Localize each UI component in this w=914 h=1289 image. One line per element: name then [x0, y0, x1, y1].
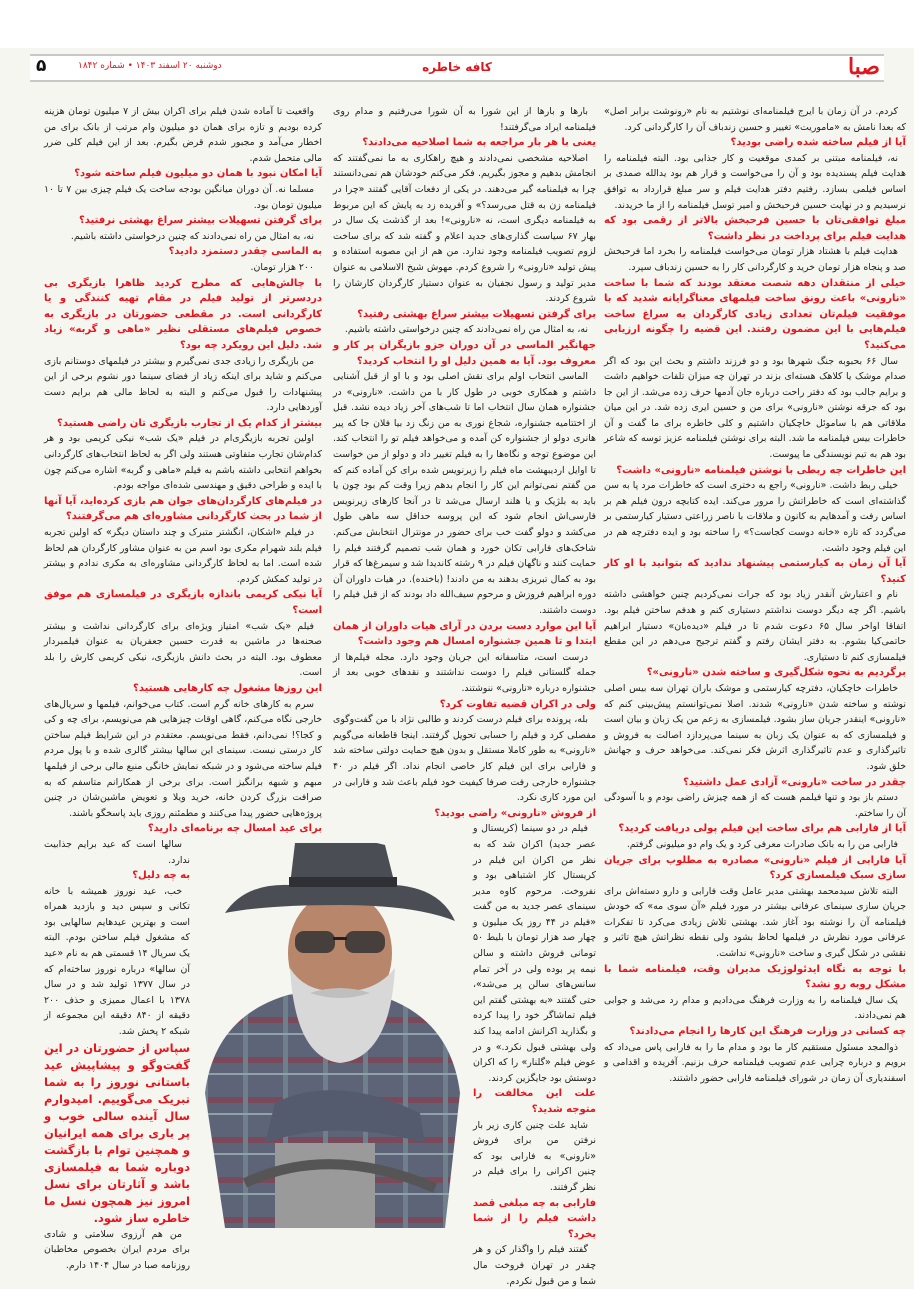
interview-question: این خاطرات چه ربطی با نوشتن فیلمنامه «نارونی» داشت؟ — [616, 464, 906, 476]
answer-paragraph: سال ۶۶ بحبوبه جنگ شهرها بود و دو فرزند داشتم و بحث این بود که اگر صدام موشک یا کلاهک هسته‌ای بزند در تهران چه میزان تلفات خواهیم داشت و برایم جالب بود که دفتر راحت درباره جان آدمها حرف زده می‌شد. از این جا بود که جرقه نوشتن «نارونی» برای من و حسین ایری زده شد. در این میان ملاقاتی هم با ساموئل خاچکیان داشتیم و کلی خاطره برای ما گفت و آن خاطرات بیس فیلمنامه ما شد. البته برای نوشتن فیلمنامه عزیز توسه که شاعر بود هم به تیم نویسندگی ما پیوست. — [604, 355, 906, 461]
answer-paragraph: خاطرات خاچکیان، دفترچه کیارستمی و موشک باران تهران سه بیس اصلی نوشته و ساخته شدن «نارونی» شدند. اصلا نمی‌توانستم پیش‌بینی کنم که «نارونی» اینقدر جریان ساز بشود. فیلمسازی به زعم من یک زبان و بیان است و فیلمسازی که به عنوان یک زبان به سینما می‌پردازد اصالت به فروش و تاثیرگذاری و عدم تاثیرگذاری اثرش فکر نمی‌کند. می‌خواهد حرف و جهانش خلق شود. — [604, 682, 906, 772]
answer-paragraph: خیلی ربط داشت. «نارونی» راجع به دختری است که خاطرات مرد پا به سن گذاشته‌ای است که خاطراتش را مرور می‌کند. ایده کتابچه درون فیلم هم بر اساس رفت و آمدهایم به کانون و ملاقات با ناصر زراعتی دستیار کیارستمی بر می‌گردد که تازه «خانه دوست کجاست؟» را ساخته بود و ایده دفترچه هم در این فیلم وجود داشت. — [604, 480, 906, 554]
answer-paragraph: من بازیگری را زیادی جدی نمی‌گیرم و بیشتر در فیلمهای دوستانم بازی می‌کنم و شاید برای اینکه زیاد از فضای سینما دور نشوم برخی از این پیشنهادات را قبول می‌کنم و البته به لحاظ مالی هم برایم دست آوردهایی دارد. — [44, 355, 322, 414]
answer-paragraph: مسلما نه. آن دوران میانگین بودجه ساخت یک فیلم چیزی بین ۷ تا ۱۰ میلیون تومان بود. — [44, 183, 322, 211]
interview-question: برگردیم به نحوه شکل‌گیری و ساخته شدن «نارونی»؟ — [646, 667, 906, 679]
answer-paragraph: الماسی انتخاب اولم برای نقش اصلی بود و با او از قبل آشنایی داشتم و همکاری خوبی در طول کار با من داشت. «نارونی» در جشنواره همان سال انتخاب اما تا شب‌های آخر زیاد دیده نشد. قبل از اختتامیه جشنواره، شجاع نوری به من زنگ زد بیا فلان جا که پیر هانری دولو از جشنواره کن آمده و می‌خواهد فیلم تو را انتخاب کند. این موضوع توجه و نگاه‌ها را به فیلم تغییر داد و دولو از من خواست تا اوایل اردیبهشت ماه فیلم را زیرنویس شده برای کن آماده کنم که من گفتم نمی‌توانم این کار را انجام بدهم زیرا وقت کم بود چون یا باید به بلژیک و یا هلند ارسال می‌شد تا در آنجا کارهای زیرنویس فارسی‌اش انجام شود که این پروسه حداقل سه ماهی طول می‌کشد و دولو گفت خب برای حضور در مونترال انتخابش می‌کنم. شاخک‌های فارابی تکان خورد و همان شب تصمیم گرفتند فیلم را حمایت کنند و ناگهان فیلم در ۹ رشته کاندیدا شد و سیمرغ‌ها که قرار بود به کمال تبریزی بدهند به من دادند! (باخنده). در هیات داوران آن دوره ابراهیم فروزش و مرحوم سیف‌الله داد بودند که از قبل فیلم را دوست داشتند. — [333, 371, 596, 616]
page-top-margin — [0, 0, 914, 48]
answer-paragraph: فارابی من را به بانک صادرات معرفی کرد و یک وام دو میلیونی گرفتم. — [626, 838, 898, 850]
answer-paragraph: گفتند فیلم را واگذار کن و هر چقدر در تهران فروخت مال شما و من قبول نکردم. — [473, 1244, 596, 1287]
page-number: ۵ — [36, 56, 47, 76]
answer-paragraph: دستم باز بود و تنها فیلمم هست که از همه چیزش راضی بودم و با آسودگی آن را ساختم. — [604, 792, 906, 819]
interview-question: آیا آن زمان به کیارستمی پیشنهاد ندادید که بتوانید با او کار کنید؟ — [604, 558, 906, 585]
interview-question: مبلغ توافقی‌تان با حسین فرحبخش بالاتر از رقمی بود که هدایت فیلم برای پرداخت در نظر داشت؟ — [604, 215, 906, 242]
interview-question: آیا فارابی از فیلم «نارونی» مصادره به مطلوب برای جریان سازی سبک فیلمسازی کرد؟ — [604, 854, 906, 882]
column-right — [604, 104, 906, 1086]
interview-question: آیا امکان نبود با همان دو میلیون فیلم ساخته شود؟ — [74, 168, 322, 180]
answer-paragraph: من هم آرزوی سلامتی و شادی برای مردم ایران بخصوص مخاطبان روزنامه صبا در سال ۱۴۰۴ دارم. — [44, 1228, 190, 1271]
interview-question: سپاس از حضورتان در این گفت‌وگو و پیشاپیش عید باستانی نوروز را به شما تبریک می‌گوییم. امیدوارم سال آینده سالی خوب و پر باری برای همه ایرانیان و همچنین توام با بازگشت دوباره شما به فیلمسازی باشد و آثارتان برای نسل امروز نیز همچون نسل ما خاطره ساز شود. — [44, 1040, 190, 1225]
answer-paragraph: اولین تجربه بازیگری‌ام در فیلم «یک شب» نیکی کریمی بود و هر کدام‌شان تجارب متفاوتی هستند ولی اگر به لحاظ انتخاب‌های کارگردانی بخواهم انتخابی داشته باشم به فیلم «ماهی و گربه» اشاره می‌کنم چون با ایده و طراحی دقیق و مهندسی شده‌ای مواجه بودم. — [44, 433, 322, 492]
answer-paragraph: واقعیت تا آماده شدن فیلم برای اکران بیش از ۷ میلیون تومان هزینه کرده بودیم و تازه برای همان دو میلیون وام مرتب از بانک برای من اخطار می‌آمد و مجبور شدم قرض بگیرم. بعد از این فیلم کلی ضرر مالی متحمل شدم. — [44, 106, 322, 164]
answer-paragraph: نه، به امثال من راه نمی‌دادند که چنین درخواستی داشته باشیم. — [344, 324, 588, 336]
answer-paragraph: نه، به امثال من راه نمی‌دادند که چنین درخواستی داشته باشیم. — [70, 230, 314, 242]
answer-paragraph: ذوالمجد مسئول مستقیم کار ما بود و مدام ما را به فارابی پاس می‌داد که برویم و درباره چرایی عدم تصویب فیلمنامه حرف بزنیم. آفریده و اقدامی و اسفندیاری آن زمان در شورای فیلمنامه فارابی حضور داشتند. — [604, 1041, 906, 1084]
interview-question: این روزها مشغول چه کارهایی هستید؟ — [133, 682, 322, 694]
answer-paragraph: البته تلاش سیدمحمد بهشتی مدیر عامل وقت فارابی و دارو دسته‌اش برای جریان سازی سینمای عرفانی بیشتر در مورد فیلم «آن سوی مه» که خودش فیلمنامه آن را نوشته بود آغاز شد. بهشتی تلاش زیادی می‌کرد تا تفکرات عرفانی مورد نظرش در فیلمها لحاظ بشود ولی نقطه نظراتش هیچ تاثیر و نقشی در شکل گیری و ساخت «نارونی» نداشت. — [604, 885, 906, 960]
interview-question: برای گرفتن تسهیلات بیشتر سراغ بهشتی نرفتید؟ — [78, 215, 322, 227]
answer-paragraph: بارها و بارها از این شورا به آن شورا می‌رفتیم و مدام روی فیلمنامه ایراد می‌گرفتند! — [333, 106, 596, 133]
answer-paragraph: یک سال فیلمنامه را به وزارت فرهنگ می‌دادیم و مدام رد می‌شد و جوابی هم نمی‌دادند. — [604, 994, 906, 1022]
interview-question: یعنی با هر بار مراجعه به شما اصلاحیه می‌دادند؟ — [362, 137, 596, 149]
interview-question: بیشتر از کدام یک از تجارب بازیگری تان راضی هستید؟ — [57, 417, 322, 429]
interview-question: فارابی به چه مبلغی قصد داشت فیلم را از شما بخرد؟ — [473, 1197, 596, 1240]
answer-paragraph: فیلم «یک شب» امتیاز ویژه‌ای برای کارگردانی نداشت و بیشتر صحنه‌ها در ماشین به قدرت حسین جعفریان به عنوان فیلمبردار معطوف بود. البته در بحث دانش بازیگری، نیکی کریمی کارش را بلد است. — [44, 620, 322, 679]
answer-paragraph: درست است، متاسفانه این جریان وجود دارد. مجله فیلم‌ها از جمله گلستانی فیلم را دوست نداشتند و نقدهای خوبی بعد از جشنواره درباره «نارونی» ننوشتند. — [333, 651, 596, 694]
interview-question: چقدر در ساخت «نارونی» آزادی عمل داشتید؟ — [683, 776, 906, 788]
interview-question: برای گرفتن تسهیلات بیشتر سراغ بهشتی رفتید؟ — [357, 308, 596, 320]
interview-question: در فیلم‌های کارگردان‌های جوان هم بازی کرده‌اید، آیا آنها از شما در بحث کارگردانی مشاوره‌ای هم می‌گرفتند؟ — [44, 495, 322, 523]
interview-question: خیلی از منتقدان دهه شصت معتقد بودند که شما با ساخت «نارونی» باعث رونق ساخت فیلمهای معناگرایانه شدید که با موفقیت فیلم‌تان تعدادی زیادی کارگردان به سراغ ساخت فیلم‌هایی با این مضمون رفتند. این قضیه را چگونه ارزیابی می‌کنید؟ — [604, 277, 906, 351]
answer-paragraph: خب، عید نوروز همیشه با خانه تکانی و سپس دید و بازدید همراه است و بهترین عیدهایم سالهایی بود که مشغول فیلم ساختن بودم. البته یک سریال ۱۴ قسمتی هم به نام «عید آن سالها» درباره نوروز ساخته‌ام که در سال ۱۳۷۷ تولید شد و در سال ۱۳۷۸ با اعمال ممیزی و حذف ۲۰۰ دقیقه از ۸۴۰ دقیقه این مجموعه از شبکه ۲ پخش شد. — [44, 885, 191, 1038]
answer-paragraph: سرم به کارهای خانه گرم است. کتاب می‌خوانم، فیلمها و سریال‌های خارجی نگاه می‌کنم، گاهی اوقات چیزهایی هم می‌نویسم، برای چه و کی و کجا؟! نمی‌دانم، فقط می‌نویسم. معتقدم در این شرایط فیلم ساختن کار درستی نیست. سینمای این سالها بیشتر گالری شده و با پول مردم فیلم ساخته می‌شود و در شبکه نمایش خانگی منبع مالی برخی از فیلمها مبهم و شبهه برانگیز است. برای برخی از همکارانم متاسفم که به صرافت بزرگ کردن خانه، خرید ویلا و تعویض ماشین‌شان در چنین پروژه‌هایی حضور پیدا می‌کنند و مطمئنم روزی باید پاسخگو باشند. — [44, 698, 322, 819]
interview-question: علت این مخالفت را متوجه شدید؟ — [473, 1088, 596, 1115]
interview-question: آیا از فیلم ساخته شده راضی بودید؟ — [730, 137, 906, 149]
interview-question: چه کسانی در وزارت فرهنگ این کارها را انجام می‌دادند؟ — [629, 1026, 906, 1038]
section-title: کافه خاطره — [422, 60, 492, 74]
answer-paragraph: سالها است که عید برایم جذابیت ندارد. — [44, 838, 190, 866]
issue-dateline: دوشنبه ۲۰ اسفند ۱۴۰۳ • شماره ۱۸۴۲ — [78, 61, 222, 71]
interview-question: به چه دلیل؟ — [132, 870, 190, 882]
interview-question: آیا نیکی کریمی باندازه بازیگری در فیلمسازی هم موفق است؟ — [44, 589, 322, 616]
interview-question: با چالش‌هایی که مطرح کردید ظاهرا بازیگری بی دردسرتر از تولید فیلم در مقام تهیه کنندگی و یا کارگردانی است. در مقطعی حضورتان در بازیگری به خصوص فیلم‌های مستقلی نظیر «ماهی و گربه» زیاد شد. دلیل این رویکرد چه بود؟ — [44, 277, 322, 351]
interview-question: با توجه به نگاه ایدئولوژیک مدیران وقت، فیلمنامه شما با مشکل روبه رو نشد؟ — [604, 963, 906, 991]
interview-question: برای عید امسال چه برنامه‌ای دارید؟ — [147, 823, 322, 835]
interview-question: آیا این موارد دست بردن در آرای هیات داوران از همان ابتدا و تا همین جشنواره امسال هم وجود داشت؟ — [333, 620, 596, 648]
interview-question: از فروش «نارونی» راضی بودید؟ — [434, 807, 596, 819]
answer-paragraph: هدایت فیلم با هشتاد هزار تومان می‌خواست فیلمنامه را بخرد اما فرحبخش صد و پنجاه هزار تومان خرید و کارگردانی کار را به حسین زندباف سپرد. — [604, 246, 906, 273]
interviewee-portrait-photo — [185, 843, 475, 1228]
page-header — [30, 54, 884, 82]
interview-question: جهانگیر الماسی در آن دوران جزو بازیگران پر کار و معروف بود. آیا به همین دلیل او را انتخاب کردید؟ — [333, 339, 596, 367]
answer-paragraph: در فیلم «اشکان، انگشتر متبرک و چند داستان دیگر» که اولین تجربه فیلم بلند شهرام مکری بود اسم من به عنوان مشاور کارگردان هم لحاظ شده است. اما به لحاظ کارگردانی مشاوره‌ای به مکری ندادم و بیشتر در تولید کمکش کردم. — [44, 527, 322, 585]
interview-question: آیا از فارابی هم برای ساخت این فیلم پولی دریافت کردید؟ — [618, 823, 906, 835]
answer-paragraph: نام و اعتبارش آنقدر زیاد بود که جرات نمی‌کردیم چنین خواهشی داشته باشیم. اگر چه دیگر دوست نداشتم دستیاری کنم و هدفم ساختن فیلم بود. اتفاقا اواخر سال ۶۵ دعوت شدم تا در فیلم «دیده‌بان» دستیار ابراهیم حاتمی‌کیا بشوم. به دفتر ایشان رفتم و گفتم ترجیح می‌دهم در این مقطع فیلمسازی کنم تا دستیاری. — [604, 589, 906, 663]
interview-question: ولی در اکران قضیه تفاوت کرد؟ — [439, 698, 596, 710]
answer-paragraph: کردم. در آن زمان با ایرج فیلمنامه‌ای نوشتیم به نام «رونوشت برابر اصل» که بعدا نامش به «ماموریت» تغییر و حسین زندباف آن را کارگردانی کرد. — [604, 106, 906, 133]
answer-paragraph: شاید علت چنین کاری زیر بار نرفتن من برای فروش «نارونی» به فارابی بود که چنین اکرانی را برای فیلم در نظر گرفتند. — [473, 1119, 596, 1193]
answer-paragraph: بله، پرونده برای فیلم درست کردند و طالبی نژاد با من گفت‌وگوی مفصلی کرد و فیلم را حسابی تحویل گرفتند. اینجا قاطعانه می‌گویم «نارونی» به طور کاملا مستقل و بدون هیچ حمایت دولتی ساخته شد و فارابی برای این فیلم کار خاصی انجام نداد. اگر فیلم در ۴۰ جشنواره خارجی رفت صرفا کیفیت خود فیلم باعث شد و فارابی در این مورد کاری نکرد. — [333, 714, 596, 804]
answer-paragraph: فیلم در دو سینما (کریستال و عصر جدید) اکران شد که به نظر من اکران این فیلم در کریستال کار اشتباهی بود و نفروخت. مرحوم کاوه مدیر سینمای عصر جدید به من گفت «فیلم در ۴۴ روز یک میلیون و چهار صد هزار تومان با بلیط ۵۰ تومانی فروش داشته و سالن نیمه پر بوده ولی در آخر تمام سانس‌های سالن پر می‌شد»، حتی گفتند «به بهشتی گفتم این فیلم تماشاگر خود را پیدا کرده و بگذارید اکرانش ادامه پیدا کند ولی بهشتی قبول نکرد.» و در عوض فیلم «گلنار» را که اکران دوستش بود جایگزین کردند. — [473, 823, 596, 1084]
answer-paragraph: ۲۰۰ هزار تومان. — [250, 261, 314, 273]
interview-question: به الماسی چقدر دستمزد دادید؟ — [168, 246, 322, 258]
newspaper-logo[interactable]: صبا — [847, 54, 880, 80]
answer-paragraph: نه، فیلمنامه مبتنی بر کمدی موقعیت و کار جذابی بود. البته فیلمنامه را هدایت فیلم پسندیده بود و آن را می‌خواست و قرار هم بود یدالله صمدی بر اساس فیلمی بسازد. رفتیم دفتر هدایت فیلم و سر مبلغ قرارداد به توافق نرسیدیم و در نهایت حسین فرحبخش و امیر توسل فیلمنامه را از ما خریدند. — [604, 152, 906, 211]
answer-paragraph: اصلاحیه مشخصی نمی‌دادند و هیچ راهکاری به ما نمی‌گفتند که انجامش بدهیم و مجوز بگیریم. فکر می‌کنم خودشان هم نمی‌دانستند چرا به فیلمنامه گیر می‌دهند. در یکی از دفعات آقایی گفتند «چرا در فیلمنامه زن به قتل می‌رسد؟» و آفریده زد به پایش که این مربوط به فیلمنامه دیگری است، نه «نارونی»! بعد از گذشت یک سال در بهار ۶۷ سیاست گذاری‌های جدید اعلام و گفته شد که برای ساخت لزوم تصویب فیلمنامه وجود ندارد. من هم از این مصوبه استفاده و پیش تولید «نارونی» را شروع کردم. مهوش شیخ الاسلامی به عنوان مدیر تولید و رسول نجفیان به عنوان دستیار کارگردان کارشان را شروع کردند. — [333, 152, 597, 305]
